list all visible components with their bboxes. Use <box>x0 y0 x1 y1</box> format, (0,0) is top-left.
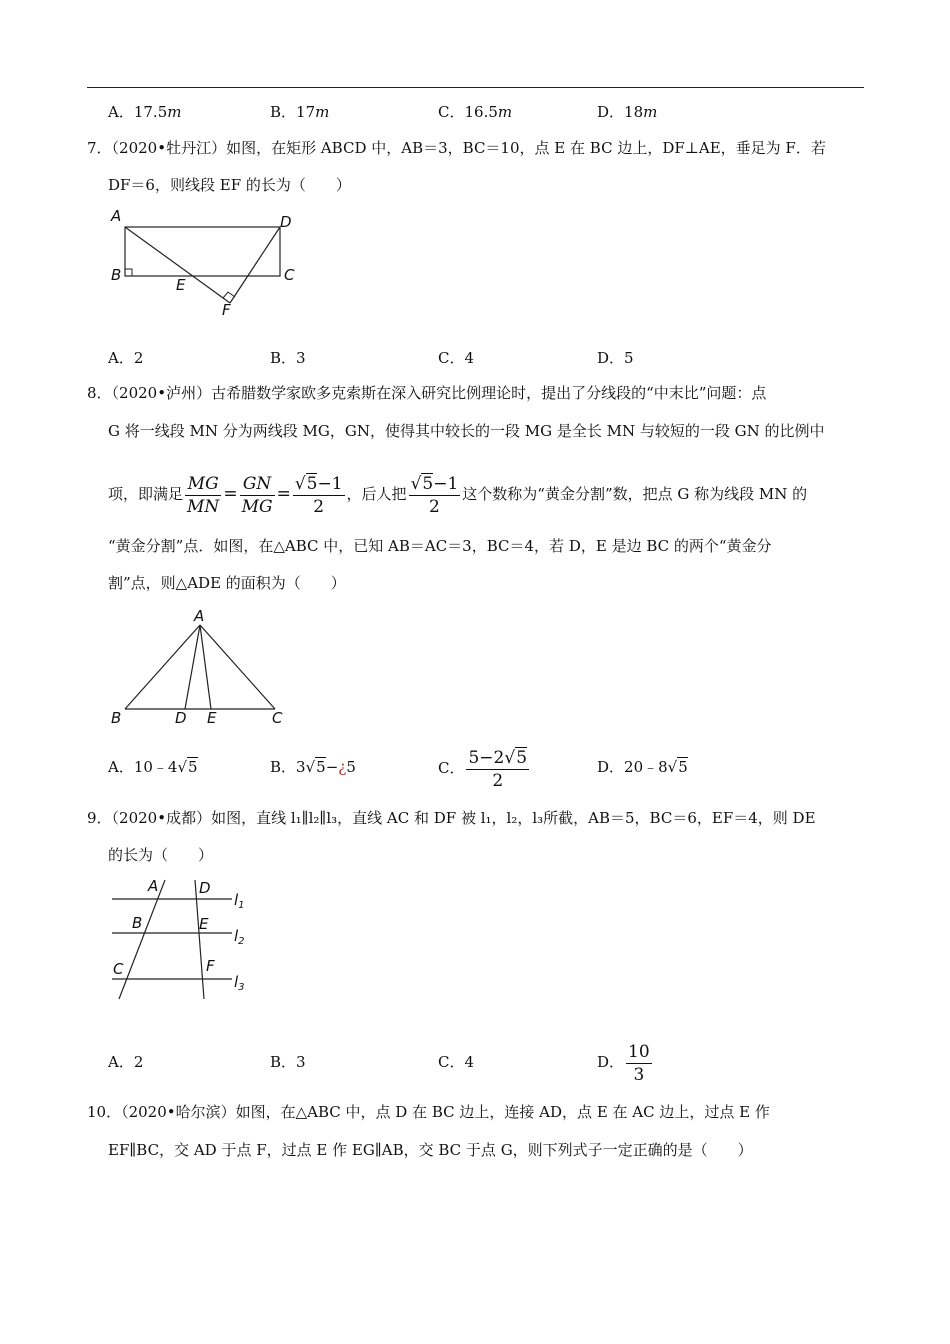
q7-label: B <box>111 266 122 284</box>
q9-option-a[interactable]: A．2 <box>108 1053 144 1071</box>
q7-label: A <box>111 207 122 225</box>
q8-triangle-figure <box>108 605 298 730</box>
q8-label: E <box>207 709 217 727</box>
q9-label: B <box>132 914 143 932</box>
q8-option-a[interactable]: A．10﹣4√5 <box>108 758 198 776</box>
q7-right-angle-b <box>125 269 132 276</box>
q6-option-d[interactable]: D．18m <box>597 103 658 121</box>
q7-label: F <box>222 301 231 319</box>
q7-label: D <box>280 213 292 231</box>
top-rule <box>87 87 864 88</box>
q8-segment-ae <box>200 625 211 709</box>
q8-golden-ratio-fraction: $\frac{√5-1}{2}$ <box>294 473 343 517</box>
q7-option-d[interactable]: D．5 <box>597 349 634 367</box>
q9-label: E <box>199 915 209 933</box>
q8-golden-ratio-fraction: $\frac{√5-1}{2}$ <box>410 473 459 517</box>
q9-label: $l_2$ <box>234 927 245 947</box>
q9-option-c[interactable]: C．4 <box>438 1053 475 1071</box>
q9-option-d[interactable]: D． $\frac{10}{3}$ <box>597 1041 650 1085</box>
q6-option-b[interactable]: B．17m <box>270 103 330 121</box>
q9-stem-line1: 9．（2020•成都）如图，直线 l₁∥l₂∥l₃，直线 AC 和 DF 被 l₁，l₂，l₃所截，AB＝5，BC＝6，EF＝4，则 DE <box>87 809 816 827</box>
q9-label: F <box>206 957 215 975</box>
q7-option-b[interactable]: B．3 <box>270 349 306 367</box>
q7-option-a[interactable]: A．2 <box>108 349 144 367</box>
q8-label: B <box>111 709 122 727</box>
q8-side-ac <box>200 625 275 709</box>
q8-stem-line5: 割”点，则△ADE 的面积为（ ） <box>108 574 346 592</box>
q10-stem-line2: EF∥BC，交 AD 于点 F，过点 E 作 EG∥AB，交 BC 于点 G，则下列式子一定正确的是（ ） <box>108 1141 753 1159</box>
q7-label: C <box>284 266 295 284</box>
q8-label: C <box>272 709 283 727</box>
q7-stem-line1: 7．（2020•牡丹江）如图，在矩形 ABCD 中，AB＝3，BC＝10，点 E 在 BC 边上，DF⊥AE，垂足为 F．若 <box>87 139 826 157</box>
q10-stem-line1: 10．（2020•哈尔滨）如图，在△ABC 中，点 D 在 BC 边上，连接 AD，点 E 在 AC 边上，过点 E 作 <box>87 1103 770 1121</box>
q9-option-b[interactable]: B．3 <box>270 1053 306 1071</box>
q8-stem-line4: “黄金分割”点．如图，在△ABC 中，已知 AB＝AC＝3，BC＝4，若 D，E 是边 BC 的两个“黄金分 <box>108 537 772 555</box>
q7-rect-abcd <box>125 227 280 276</box>
q7-label: E <box>176 276 186 294</box>
q9-parallel-lines-figure <box>108 875 258 1005</box>
q9-label: D <box>199 879 211 897</box>
q8-stem-line3: 项，即满足 $\frac{MG}{MN}$ = $\frac{GN}{MG}$ = $\frac{√5-1}{2}$ ，后人把 $\frac{√5-1}{2}$ 这个数称为“黄金分割”数，把点 G 称为线段 MN 的 <box>108 473 808 517</box>
q6-option-c[interactable]: C．16.5m <box>438 103 513 121</box>
q8-fraction-mg-mn: $\frac{MG}{MN}$ <box>187 473 220 517</box>
q9-transversal-df <box>195 880 204 999</box>
q8-option-b[interactable]: B．3√5−¿5 <box>270 758 356 776</box>
q9-stem-line2: 的长为（ ） <box>108 846 214 864</box>
q8-side-ab <box>125 625 200 709</box>
q9-label: $l_1$ <box>234 891 245 911</box>
q9-label: $l_3$ <box>234 973 245 993</box>
q8-fraction-gn-mg: $\frac{GN}{MG}$ <box>241 473 273 517</box>
q8-stem-line1: 8．（2020•泸州）古希腊数学家欧多克索斯在深入研究比例理论时，提出了分线段的“中末比”问题：点 <box>87 384 767 402</box>
q8-segment-ad <box>185 625 200 709</box>
q9-transversal-ac <box>119 880 165 999</box>
q6-option-a[interactable]: A．17.5m <box>108 103 182 121</box>
q9-label: C <box>113 960 124 978</box>
q8-label: D <box>175 709 187 727</box>
q7-rectangle-figure <box>105 205 310 320</box>
q8-label: A <box>194 607 205 625</box>
q8-stem-line2: G 将一线段 MN 分为两线段 MG，GN，使得其中较长的一段 MG 是全长 MN 与较短的一段 GN 的比例中 <box>108 422 825 440</box>
q7-option-c[interactable]: C．4 <box>438 349 475 367</box>
q7-stem-line2: DF＝6，则线段 EF 的长为（ ） <box>108 176 351 194</box>
q7-segment-df <box>230 227 280 303</box>
q9-label: A <box>148 877 159 895</box>
q8-option-c[interactable]: C． $\frac{5-2√5}{2}$ <box>438 747 528 791</box>
q8-option-d[interactable]: D．20﹣8√5 <box>597 758 688 776</box>
